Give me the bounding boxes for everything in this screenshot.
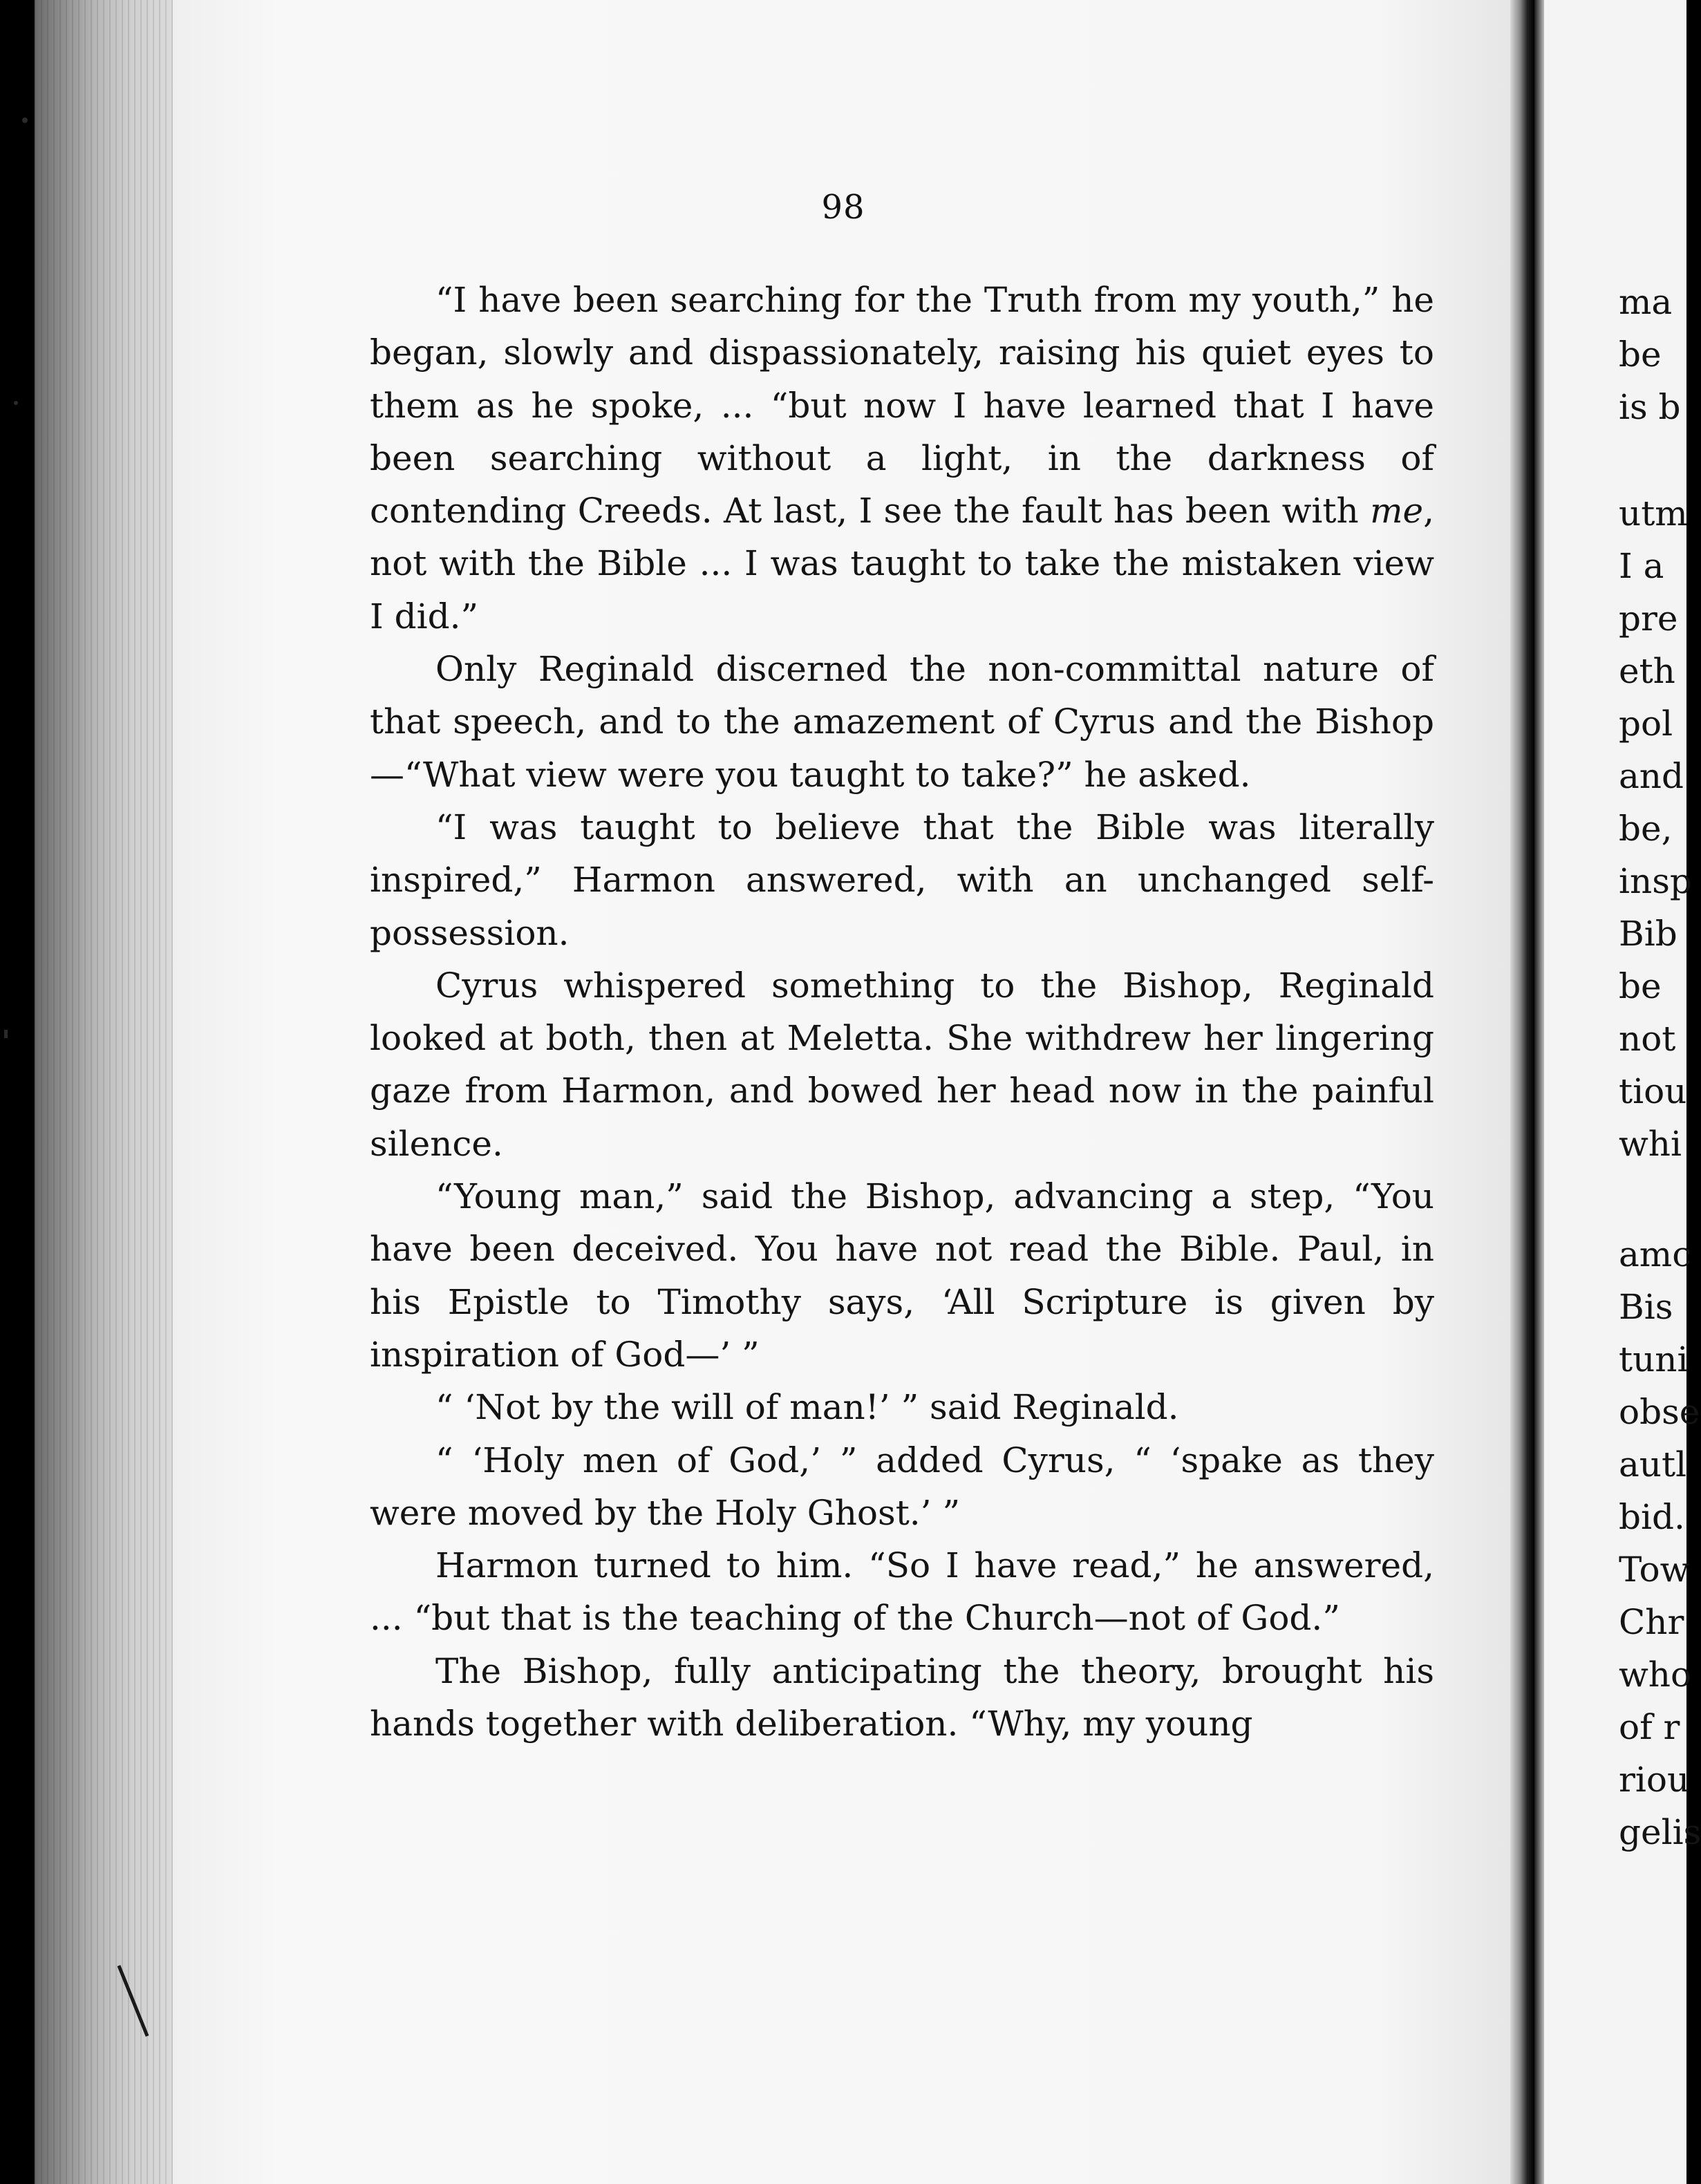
book-gutter xyxy=(1510,0,1534,2184)
facing-page-line: bid. xyxy=(1619,1497,1685,1537)
facing-page-line: I a xyxy=(1619,546,1664,586)
paragraph xyxy=(370,1645,1434,1751)
text-run: “I was taught to believe that the Bible was literally inspired,” Harmon answered, with an unchanged self-possession. xyxy=(370,807,1434,953)
facing-page-line: and xyxy=(1619,756,1684,796)
facing-page-line: Chr xyxy=(1619,1602,1684,1642)
facing-page-line: eth xyxy=(1619,651,1675,691)
text-run: Harmon turned to him. “So I have read,” he answered, ... “but that is the teaching of the Church—not of God.” xyxy=(370,1545,1434,1639)
facing-page-line: pol xyxy=(1619,704,1673,744)
paragraph xyxy=(370,274,1434,643)
text-run: The Bishop, fully anticipating the theory, brought his hands together with deliberation. “Why, my young xyxy=(370,1650,1434,1744)
paragraph xyxy=(370,801,1434,959)
page-number: 98 xyxy=(821,188,865,227)
text-run: “ ‘Holy men of God,’ ” added Cyrus, “ ‘spake as they were moved by the Holy Ghost.’ ” xyxy=(370,1440,1434,1533)
paragraph xyxy=(370,1381,1434,1433)
paragraph xyxy=(370,1434,1434,1540)
paragraph xyxy=(370,1170,1434,1381)
text-run: “I have been searching for the Truth from my youth,” he began, slowly and dispassionately, raising his quiet eyes to them as he spoke, ... “but now I have learned that I have been searching without a light, in the darkness of contending Creeds. At last, I see the fault has been with xyxy=(370,280,1434,531)
text-run: Cyrus whispered something to the Bishop, Reginald looked at both, then at Meletta. She withdrew her lingering gaze from Harmon, and bowed her head now in the painful silence. xyxy=(370,965,1434,1164)
facing-page-line: Tow xyxy=(1619,1550,1690,1590)
facing-page-line: tiou xyxy=(1619,1071,1687,1111)
facing-page-line: riou xyxy=(1619,1760,1690,1800)
facing-page-line: is b xyxy=(1619,387,1681,427)
facing-page-line: Bib xyxy=(1619,914,1677,954)
facing-page-line: be xyxy=(1619,966,1662,1006)
paragraph xyxy=(370,959,1434,1170)
facing-page-line: be xyxy=(1619,335,1662,375)
text-run: “ ‘Not by the will of man!’ ” said Reginald. xyxy=(435,1387,1179,1428)
facing-page-line: who xyxy=(1619,1655,1692,1695)
facing-page-line: gelis xyxy=(1619,1812,1701,1852)
facing-page-line: amc xyxy=(1619,1234,1692,1274)
facing-page-line: whi xyxy=(1619,1124,1682,1164)
facing-page-line: not xyxy=(1619,1019,1676,1059)
facing-page-line: Bis xyxy=(1619,1287,1673,1327)
page-edge-stack xyxy=(35,0,173,2184)
text-run: “Young man,” said the Bishop, advancing a step, “You have been deceived. You have not read the Bible. Paul, in his Epistle to Timothy says, ‘All Scripture is given by inspiration of God—’ ” xyxy=(370,1176,1434,1375)
facing-page-line: autl xyxy=(1619,1444,1687,1485)
text-run: Only Reginald discerned the non-committal nature of that speech, and to the amazement of Cyrus and the Bishop—“What view were you taught to take?” he asked. xyxy=(370,649,1434,795)
facing-page-line: insp xyxy=(1619,861,1692,901)
facing-page-line: of r xyxy=(1619,1707,1680,1747)
body-text xyxy=(370,274,1434,1750)
facing-page-line: be, xyxy=(1619,809,1673,849)
facing-page-line: obse xyxy=(1619,1392,1700,1432)
scan-mark xyxy=(22,117,28,123)
scan-mark xyxy=(4,1030,8,1038)
facing-page-line: pre xyxy=(1619,599,1678,639)
facing-page-line: ma xyxy=(1619,282,1673,322)
paragraph xyxy=(370,643,1434,801)
emphasis-text: me xyxy=(1370,491,1424,531)
facing-page-line: tuni xyxy=(1619,1339,1689,1380)
facing-page-line: utm xyxy=(1619,493,1688,534)
text-run: , not with the Bible ... I was taught to take the mistaken view I did.” xyxy=(370,491,1434,637)
scan-mark xyxy=(14,401,18,405)
paragraph xyxy=(370,1539,1434,1645)
